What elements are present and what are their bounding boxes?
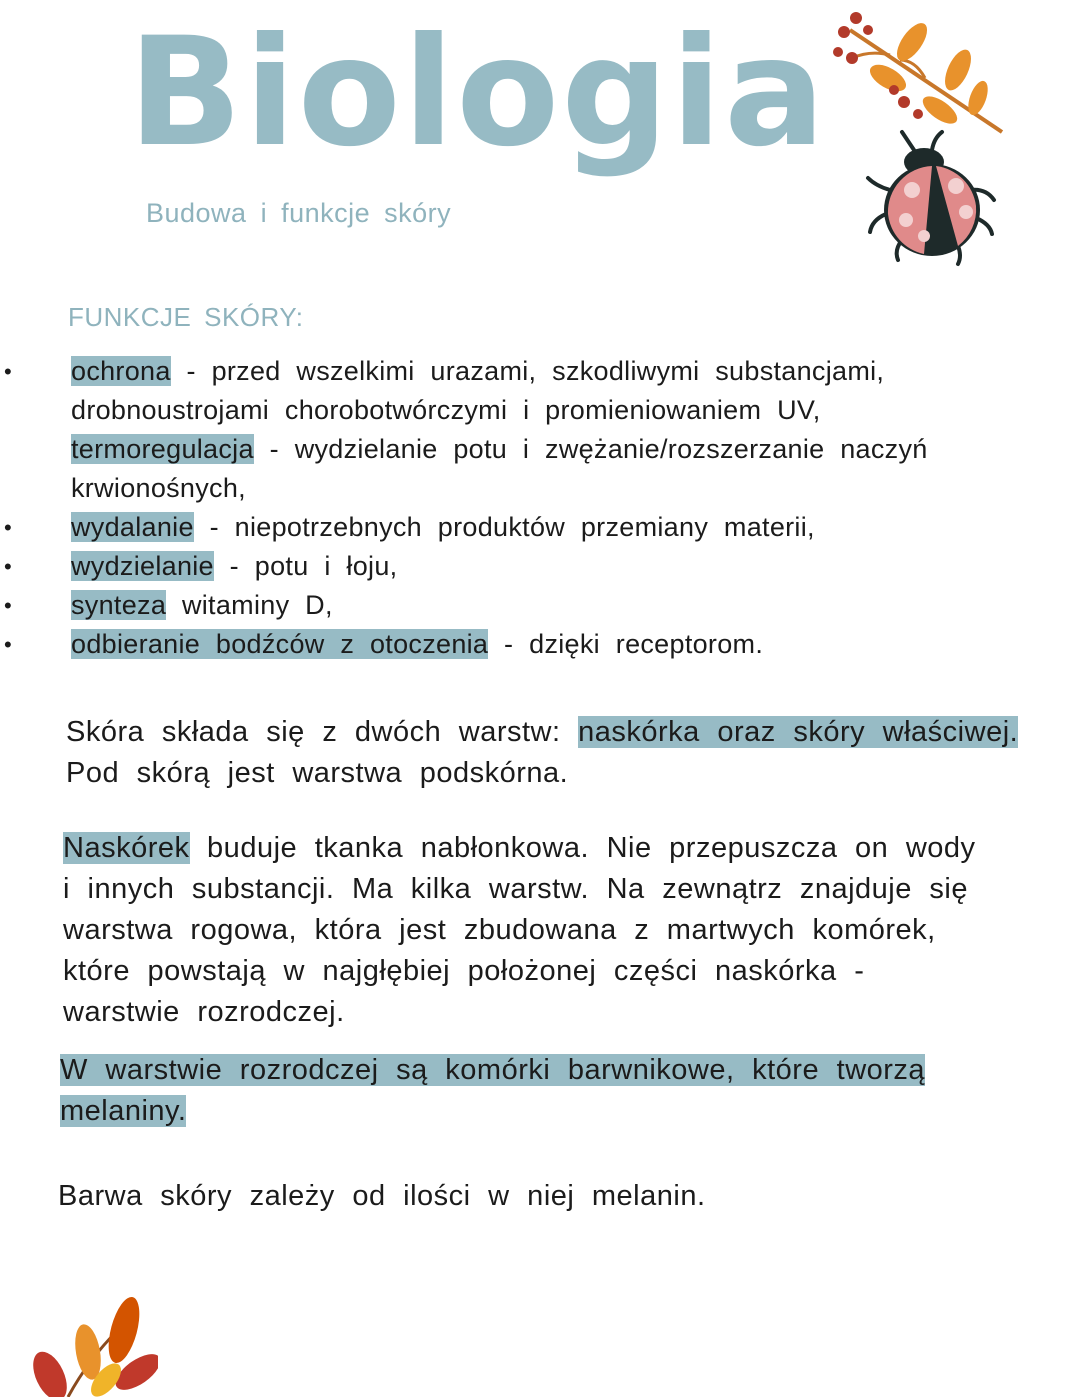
list-item — [0, 547, 1080, 586]
term-highlight: termoregulacja — [71, 434, 254, 464]
term-description: drobnoustrojami chorobotwórczymi i promieniowaniem UV, — [71, 395, 821, 425]
list-item-continuation — [0, 391, 1080, 430]
term-description: - przed wszelkimi urazami, szkodliwymi substancjami, — [170, 356, 885, 386]
leaves-icon — [28, 1290, 158, 1397]
epidermis-text-line2: i innych substancji. Ma kilka warstw. Na zewnątrz znajduje się — [63, 873, 968, 905]
term-highlight: odbieranie bodźców z otoczenia — [71, 629, 489, 659]
section-title: FUNKCJE SKÓRY: — [68, 302, 304, 332]
term-description: krwionośnych, — [71, 473, 246, 503]
epidermis-highlight: Naskórek — [63, 832, 190, 864]
layers-text: Skóra składa się z dwóch warstw: — [66, 716, 579, 748]
bullet: • — [4, 632, 12, 657]
list-item — [0, 625, 1080, 664]
melanin-paragraph — [60, 1050, 925, 1132]
layers-text-line2: Pod skórą jest warstwa podskórna. — [66, 757, 569, 789]
bullet: • — [4, 515, 12, 540]
epidermis-text: buduje tkanka nabłonkowa. Nie przepuszcza on wody — [189, 832, 976, 864]
term-highlight: ochrona — [71, 356, 171, 386]
branch-icon — [830, 10, 1010, 140]
epidermis-text-line3: warstwa rogowa, która jest zbudowana z martwych komórek, — [63, 914, 936, 946]
bullet: • — [4, 593, 12, 618]
melanin-highlight-line2: melaniny. — [60, 1095, 187, 1127]
skin-color-paragraph: Barwa skóry zależy od ilości w niej melanin. — [58, 1180, 706, 1212]
layers-highlight: naskórka oraz skóry właściwej. — [578, 716, 1019, 748]
term-description: - wydzielanie potu i zwężanie/rozszerzanie naczyń — [253, 434, 928, 464]
term-highlight: synteza — [71, 590, 167, 620]
bullet: • — [4, 359, 12, 384]
epidermis-text-line5: warstwie rozrodczej. — [63, 996, 345, 1028]
epidermis-text-line4: które powstają w najgłębiej położonej części naskórka - — [63, 955, 865, 987]
list-item — [0, 352, 1080, 391]
list-item — [0, 586, 1080, 625]
page-subtitle: Budowa i funkcje skóry — [146, 198, 452, 228]
list-item-continuation — [0, 469, 1080, 508]
term-description: - potu i łoju, — [213, 551, 398, 581]
bullet: • — [4, 554, 12, 579]
term-description: witaminy D, — [166, 590, 333, 620]
list-item — [0, 430, 1080, 469]
epidermis-paragraph — [63, 828, 976, 1033]
term-description: - niepotrzebnych produktów przemiany materii, — [193, 512, 815, 542]
melanin-highlight-line1: W warstwie rozrodczej są komórki barwnikowe, które tworzą — [60, 1054, 926, 1086]
list-item — [0, 508, 1080, 547]
functions-list — [0, 352, 1080, 664]
ladybug-icon — [862, 128, 1002, 268]
layers-paragraph — [66, 712, 1018, 794]
term-description: - dzięki receptorom. — [488, 629, 764, 659]
term-highlight: wydzielanie — [71, 551, 214, 581]
term-highlight: wydalanie — [71, 512, 194, 542]
page-title: Biologia — [128, 6, 828, 180]
